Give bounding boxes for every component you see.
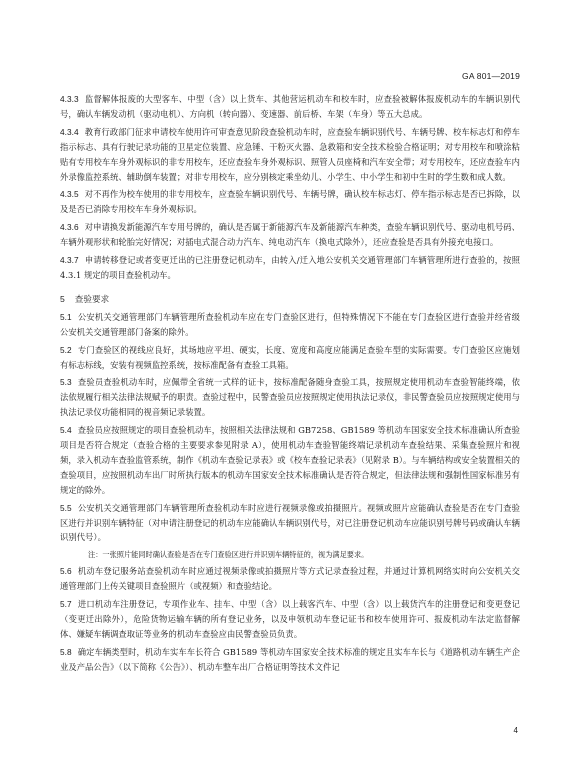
document-body: [60, 92, 520, 678]
section-title: 查验要求: [74, 294, 110, 305]
clause-4-3-4: [60, 125, 520, 185]
page-number: 4: [513, 726, 518, 735]
clause-5-1: [60, 310, 520, 340]
clause-number: 5.4: [60, 425, 72, 436]
clause-text: 对申请换发新能源汽车专用号牌的，确认是否属于新能源汽车及新能源汽车种类，查验车辆识别代号、驱动电机号码、车辆外观形状和轮胎完好情况；对插电式混合动力汽车、纯电动汽车（换电式除外），还应查验是否具有外接充电接口。: [60, 222, 520, 248]
clause-4-3-6: [60, 220, 520, 250]
clause-text: 专门查验区的视线应良好，其场地应平坦、硬实，长度、宽度和高度应能满足查验车型的实际需要。专门查验区应施划有标志标线，安装有视频监控系统，按标准配备有查验工具箱。: [60, 344, 520, 370]
clause-number: 5.6: [60, 566, 72, 577]
clause-5-2: [60, 343, 520, 373]
clause-4-3-5: [60, 187, 520, 217]
clause-text: 公安机关交通管理部门车辆管理所查验机动车应在专门查验区进行，但特殊情况下不能在专门查验区进行查验并经省级公安机关交通管理部门备案的除外。: [60, 311, 520, 337]
clause-number: 4.3.5: [60, 189, 79, 200]
clause-number: 4.3.6: [60, 222, 79, 233]
clause-text: 查验员应按照规定的项目查验机动车，按照相关法律法规和 GB7258、GB1589 等机动车国家安全技术标准确认所查验项目是否符合规定（查验合格的主要要求参见附录 A），使用机动车查验智能终端记录机动车查验结果、采集查验照片和视频，录入机动车查验监管系统，制作《机动车查验记录表》或《校车查验记录表》（见附录 B）。与车辆结构或安全装置相关的查验项目，应按照机动车出厂时所执行版本的机动车国家安全技术标准确认是否符合规定，但法律法规和强制性国家标准另有规定的除外。: [60, 425, 520, 495]
clause-5-7: [60, 597, 520, 642]
clause-text: 对不再作为校车使用的非专用校车，应查验车辆识别代号、车辆号牌，确认校车标志灯、停车指示标志是否已拆除，以及是否已消除专用校车车身外观标识。: [60, 189, 520, 215]
clause-text: 申请转移登记或者变更迁出的已注册登记机动车，由转入/迁入地公安机关交通管理部门车辆管理所进行查验的，按照 4.3.1 规定的项目查验机动车。: [60, 255, 520, 280]
section-number: 5: [60, 293, 65, 304]
clause-5-6: [60, 564, 520, 594]
clause-number: 5.3: [60, 377, 72, 388]
clause-text: 进口机动车注册登记，专项作业车、挂车、中型（含）以上载客汽车、中型（含）以上载货汽车的注册登记和变更登记（变更迁出除外），危险货物运输车辆的所有登记业务，以及申领机动车登记证书和校车使用许可、报废机动车法定监督解体、嫌疑车辆调查取证等业务的机动车查验应由民警查验员负责。: [60, 599, 520, 639]
clause-5-8: [60, 645, 520, 675]
clause-5-3: [60, 375, 520, 420]
document-code: GA 801—2019: [462, 71, 520, 81]
clause-number: 5.1: [60, 311, 72, 322]
clause-text: 监督解体报废的大型客车、中型（含）以上货车、其他营运机动车和校车时，应查验被解体报废机动车的车辆识别代号，确认车辆发动机（驱动电机）、方向机（转向器）、变速器、前后桥、车架（车身）等五大总成。: [60, 94, 520, 119]
clause-number: 4.3.7: [60, 255, 79, 266]
clause-number: 5.7: [60, 599, 72, 610]
clause-5-4: [60, 423, 520, 498]
clause-text: 查验员查验机动车时，应佩带全省统一式样的证卡，按标准配备随身查验工具，按照规定使用机动车查验智能终端，依法依规履行相关法律法规赋予的职责。查验过程中，民警查验员应按照规定使用执法记录仪，非民警查验员应按照规定使用与执法记录仪功能相同的视音频记录装置。: [60, 377, 520, 418]
clause-number: 5.5: [60, 502, 72, 513]
clause-text: 机动车登记服务站查验机动车时应通过视频录像或拍摄照片等方式记录查验过程，并通过计算机网络实时向公安机关交通管理部门上传关键项目查验照片（或视频）和查验结论。: [60, 566, 520, 592]
clause-number: 4.3.3: [60, 94, 79, 104]
clause-text: 公安机关交通管理部门车辆管理所查验机动车时应进行视频录像或拍摄照片。视频或照片应能确认查验是否在专门查验区进行并识别车辆特征（对申请注册登记的机动车应能确认车辆识别代号，对已注册登记机动车应能识别号牌号码或确认车辆识别代号）。: [60, 502, 520, 543]
clause-text: 教育行政部门征求申请校车使用许可审查意见阶段查验机动车时，应查验车辆识别代号、车辆号牌、校车标志灯和停车指示标志、具有行驶记录功能的卫星定位装置、应急锤、干粉灭火器、急救箱和安全技术检验合格证明；对专用校车和喷涂粘贴有专用校车车身外观标识的非专用校车，还应查验车身外观标识、照管人员座椅和汽车安全带；对专用校车，还应查验车内外录像监控系统、辅助倒车装置；对非专用校车，应分别核定乘坐幼儿、小学生、中小学生和初中生时的学生数和成人数。: [60, 126, 520, 182]
clause-4-3-3: [60, 92, 520, 122]
clause-number: 5.2: [60, 344, 72, 355]
section-heading: [60, 292, 520, 308]
note: 注：一张照片能同时确认查验是否在专门查验区进行并识别车辆特征的，视为满足要求。: [88, 550, 369, 560]
clause-4-3-7: [60, 253, 520, 283]
clause-number: 4.3.4: [60, 126, 79, 137]
clause-5-5: [60, 501, 520, 546]
clause-number: 5.8: [60, 646, 72, 657]
clause-text: 确定车辆类型时，机动车实车车长符合 GB1589 等机动车国家安全技术标准的规定且实车车长与《道路机动车辆生产企业及产品公告》（以下简称《公告》）、机动车整车出厂合格证明等技术文件记: [60, 646, 520, 672]
